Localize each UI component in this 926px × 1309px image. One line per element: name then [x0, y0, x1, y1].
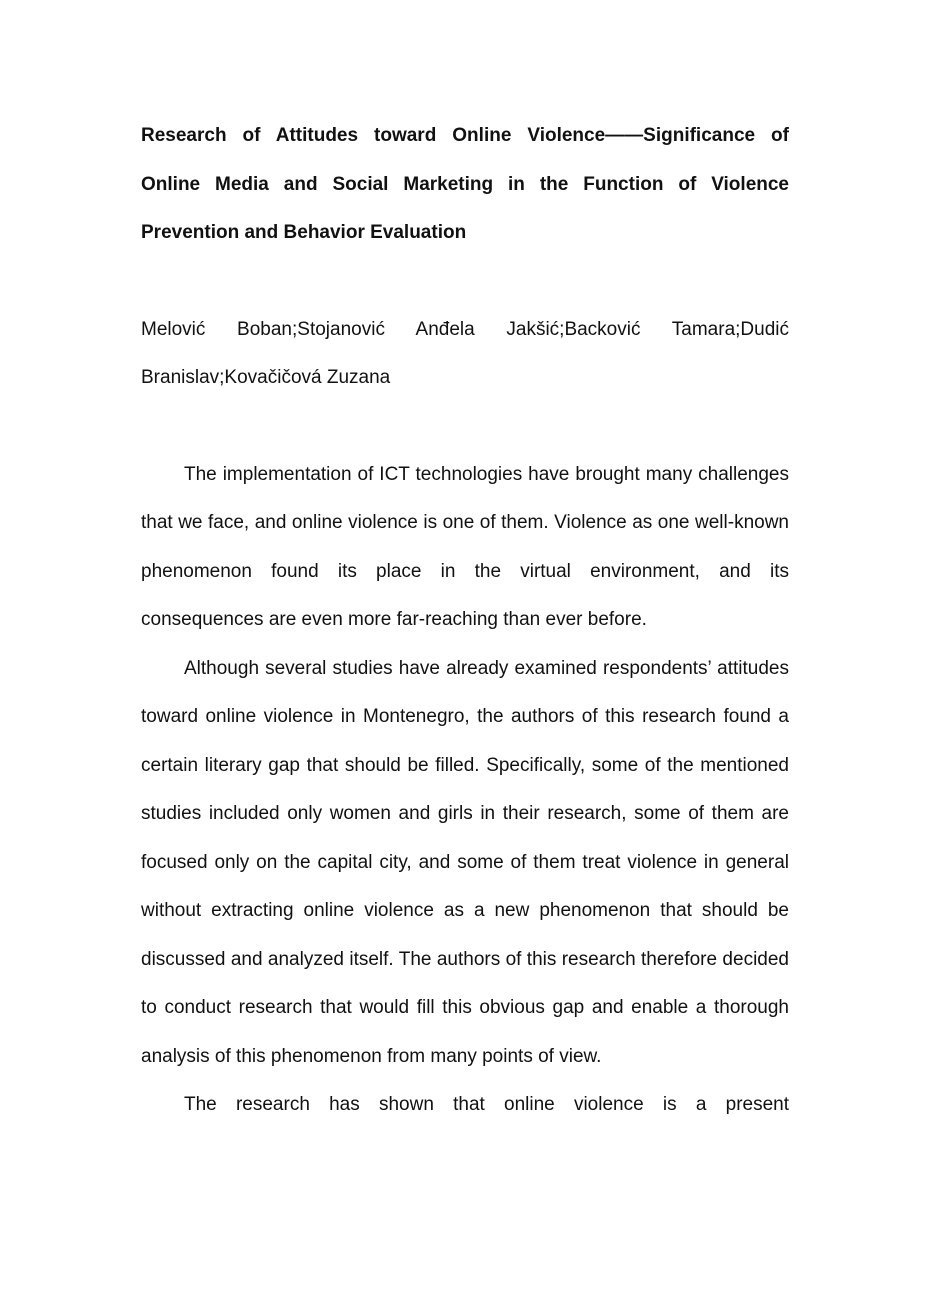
- document-body: [141, 451, 789, 1130]
- author-list: Melović Boban;Stojanović Anđela Jakšić;Backović Tamara;Dudić Branislav;Kovačičová Zuzana: [141, 318, 789, 388]
- paragraph-2: Although several studies have already examined respondents’ attitudes toward online violence in Montenegro, the authors of this research found a certain literary gap that should be filled. Specifically, some of the mentioned studies included only women and girls in their research, some of them are focused only on the capital city, and some of them treat violence in general without extracting online violence as a new phenomenon that should be discussed and analyzed itself. The authors of this research therefore decided to conduct research that would fill this obvious gap and enable a thorough analysis of this phenomenon from many points of view.: [141, 657, 789, 1067]
- document-page: [141, 112, 789, 1130]
- paragraph-1: The implementation of ICT technologies have brought many challenges that we face, and online violence is one of them. Violence as one well-known phenomenon found its place in the virtual environment, and its consequences are even more far-reaching than ever before.: [141, 463, 789, 630]
- paragraph-3: The research has shown that online violence is a present: [184, 1094, 789, 1115]
- document-title: Research of Attitudes toward Online Violence——Significance of Online Media and Social Marketing in the Function of Violence Prevention and Behavior Evaluation: [141, 125, 789, 243]
